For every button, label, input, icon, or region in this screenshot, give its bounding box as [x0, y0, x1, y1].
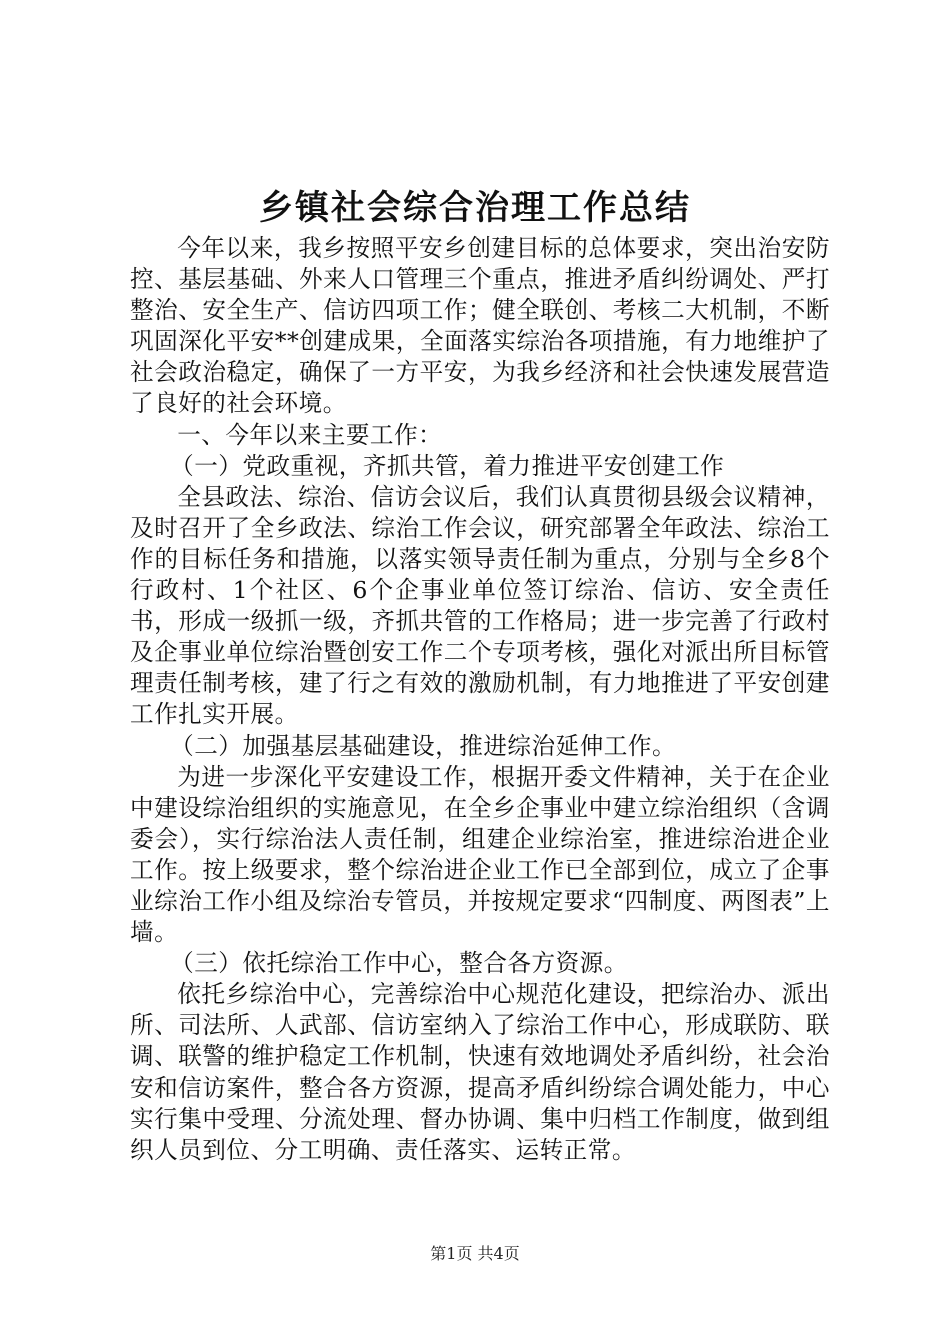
paragraph-3: 依托乡综治中心，完善综治中心规范化建设，把综治办、派出所、司法所、人武部、信访室纳入了综治工作中心，形成联防、联调、联警的维护稳定工作机制，快速有效地调处矛盾纠纷，社会治安和信访案件，整合各方资源，提高矛盾纠纷综合调处能力，中心实行集中受理、分流处理、督办协调、集中归档工作制度，做到组织人员到位、分工明确、责任落实、运转正常。: [130, 980, 830, 1164]
document-body: [130, 233, 830, 1166]
subheading-1: （一）党政重视，齐抓共管，着力推进平安创建工作: [170, 451, 725, 480]
page-number-footer: 第1页 共4页: [430, 1244, 520, 1263]
document-title: 乡镇社会综合治理工作总结: [259, 188, 691, 228]
subheading-2: （二）加强基层基础建设，推进综治延伸工作。: [170, 731, 677, 760]
paragraph-1: 全县政法、综治、信访会议后，我们认真贯彻县级会议精神，及时召开了全乡政法、综治工作会议，研究部署全年政法、综治工作的目标任务和措施，以落实领导责任制为重点，分别与全乡8个行政村、1个社区、6个企事业单位签订综治、信访、安全责任书，形成一级抓一级，齐抓共管的工作格局；进一步完善了行政村及企事业单位综治暨创安工作二个专项考核，强化对派出所目标管理责任制考核，建了行之有效的激励机制，有力地推进了平安创建工作扎实开展。: [130, 482, 830, 729]
paragraph-intro: 今年以来，我乡按照平安乡创建目标的总体要求，突出治安防控、基层基础、外来人口管理三个重点，推进矛盾纠纷调处、严打整治、安全生产、信访四项工作；健全联创、考核二大机制，不断巩固深化平安**创建成果，全面落实综治各项措施，有力地维护了社会政治稳定，确保了一方平安，为我乡经济和社会快速发展营造了良好的社会环境。: [130, 234, 830, 418]
subheading-3: （三）依托综治工作中心，整合各方资源。: [170, 949, 628, 978]
section-heading-main-work: 一、今年以来主要工作：: [177, 420, 443, 449]
paragraph-2: 为进一步深化平安建设工作，根据开委文件精神，关于在企业中建设综治组织的实施意见，在全乡企事业中建立综治组织（含调委会），实行综治法人责任制，组建企业综治室，推进综治进企业工作。按上级要求，整个综治进企业工作已全部到位，成立了企事业综治工作小组及综治专管员，并按规定要求“四制度、两图表”上墙。: [130, 762, 830, 947]
